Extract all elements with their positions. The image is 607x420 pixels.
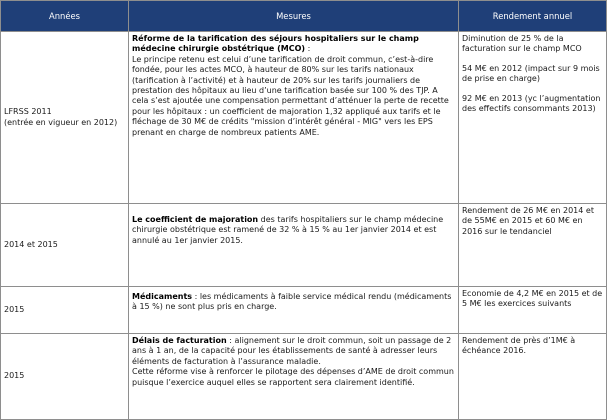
measure-cell	[129, 287, 459, 334]
year-cell	[1, 334, 129, 420]
year-text: 2014 et 2015	[4, 239, 58, 249]
rendement-cell	[459, 32, 607, 204]
rendement-line: Diminution de 25 % de la facturation sur le champ MCO	[462, 34, 582, 54]
measure-text: des tarifs hospitaliers sur le champ médecine chirurgie obstétrique est ramené de 32 % à 15 % au 1er janvier 2014 et est annulé au 1er janvier 2015.	[132, 215, 444, 245]
rendement-line: Rendement de près d’1M€ à échéance 2016.	[462, 336, 576, 356]
measure-text: :	[305, 44, 311, 54]
rendement-line: 92 M€ en 2013 (yc l’augmentation des effectifs consommants 2013)	[462, 93, 601, 114]
measure-title: Réforme de la tarification des séjours hospitaliers sur le champ médecine chirurgie obstétrique (MCO)	[132, 34, 419, 54]
year-cell	[1, 32, 129, 204]
table-row	[1, 32, 607, 204]
rendement-cell	[459, 287, 607, 334]
measure-text: : les médicaments à faible service médical rendu (médicaments à 15 %) ne sont plus pris en charge.	[132, 292, 452, 312]
year-text: 2015	[4, 371, 25, 381]
measure-body: Cette réforme vise à renforcer le pilotage des dépenses d’AME de droit commun puisque l’exercice auquel elles se rapportent sera clairement identifié.	[132, 367, 454, 387]
measure-cell	[129, 204, 459, 287]
table-row	[1, 334, 607, 420]
header-annees: Années	[1, 1, 129, 32]
year-text: LFRSS 2011 (entrée en vigueur en 2012)	[4, 107, 118, 127]
table-row	[1, 287, 607, 334]
measure-cell	[129, 334, 459, 420]
year-cell	[1, 287, 129, 334]
rendement-line: Rendement de 26 M€ en 2014 et de 55M€ en 2015 et 60 M€ en 2016 sur le tendanciel	[462, 206, 594, 236]
header-mesures: Mesures	[129, 1, 459, 32]
measure-cell	[129, 32, 459, 204]
measure-title: Le coefficient de majoration	[132, 215, 259, 224]
measure-title: Médicaments	[132, 292, 193, 301]
table-row	[1, 204, 607, 287]
year-text: 2015	[4, 304, 25, 314]
year-cell	[1, 204, 129, 287]
measure-text: : alignement sur le droit commun, soit un passage de 2 ans à 1 an, de la capacité pour les établissements de santé à adresser leurs éléments de facturation à l’assurance maladie.	[132, 336, 452, 366]
measure-title: Délais de facturation	[132, 336, 227, 345]
rendement-cell	[459, 204, 607, 287]
rendement-line: Economie de 4,2 M€ en 2015 et de 5 M€ les exercices suivants	[462, 289, 603, 309]
rendement-cell	[459, 334, 607, 420]
rendement-line: 54 M€ en 2012 (impact sur 9 mois de prise en charge)	[462, 63, 600, 84]
measure-body: Le principe retenu est celui d’une tarification de droit commun, c’est-à-dire fondée, pour les actes MCO, à hauteur de 80% sur les tarifs nationaux (tarification à l’activité) et à hauteur de 20% sur les tarifs journaliers de prestation des hôpitaux au lieu d’une tarification basée sur 100 % des TJP. A cela s’est ajoutée une compensation permettant d’atténuer la perte de recette pour les hôpitaux : un coefficient de majoration 1,32 appliqué aux tarifs et le fléchage de 30 M€ de crédits "mission d’intérêt général - MIG" vers les EPS prenant en charge de nombreux patients AME.	[132, 54, 449, 137]
header-rendement: Rendement annuel	[459, 1, 607, 32]
header-row	[1, 1, 607, 32]
